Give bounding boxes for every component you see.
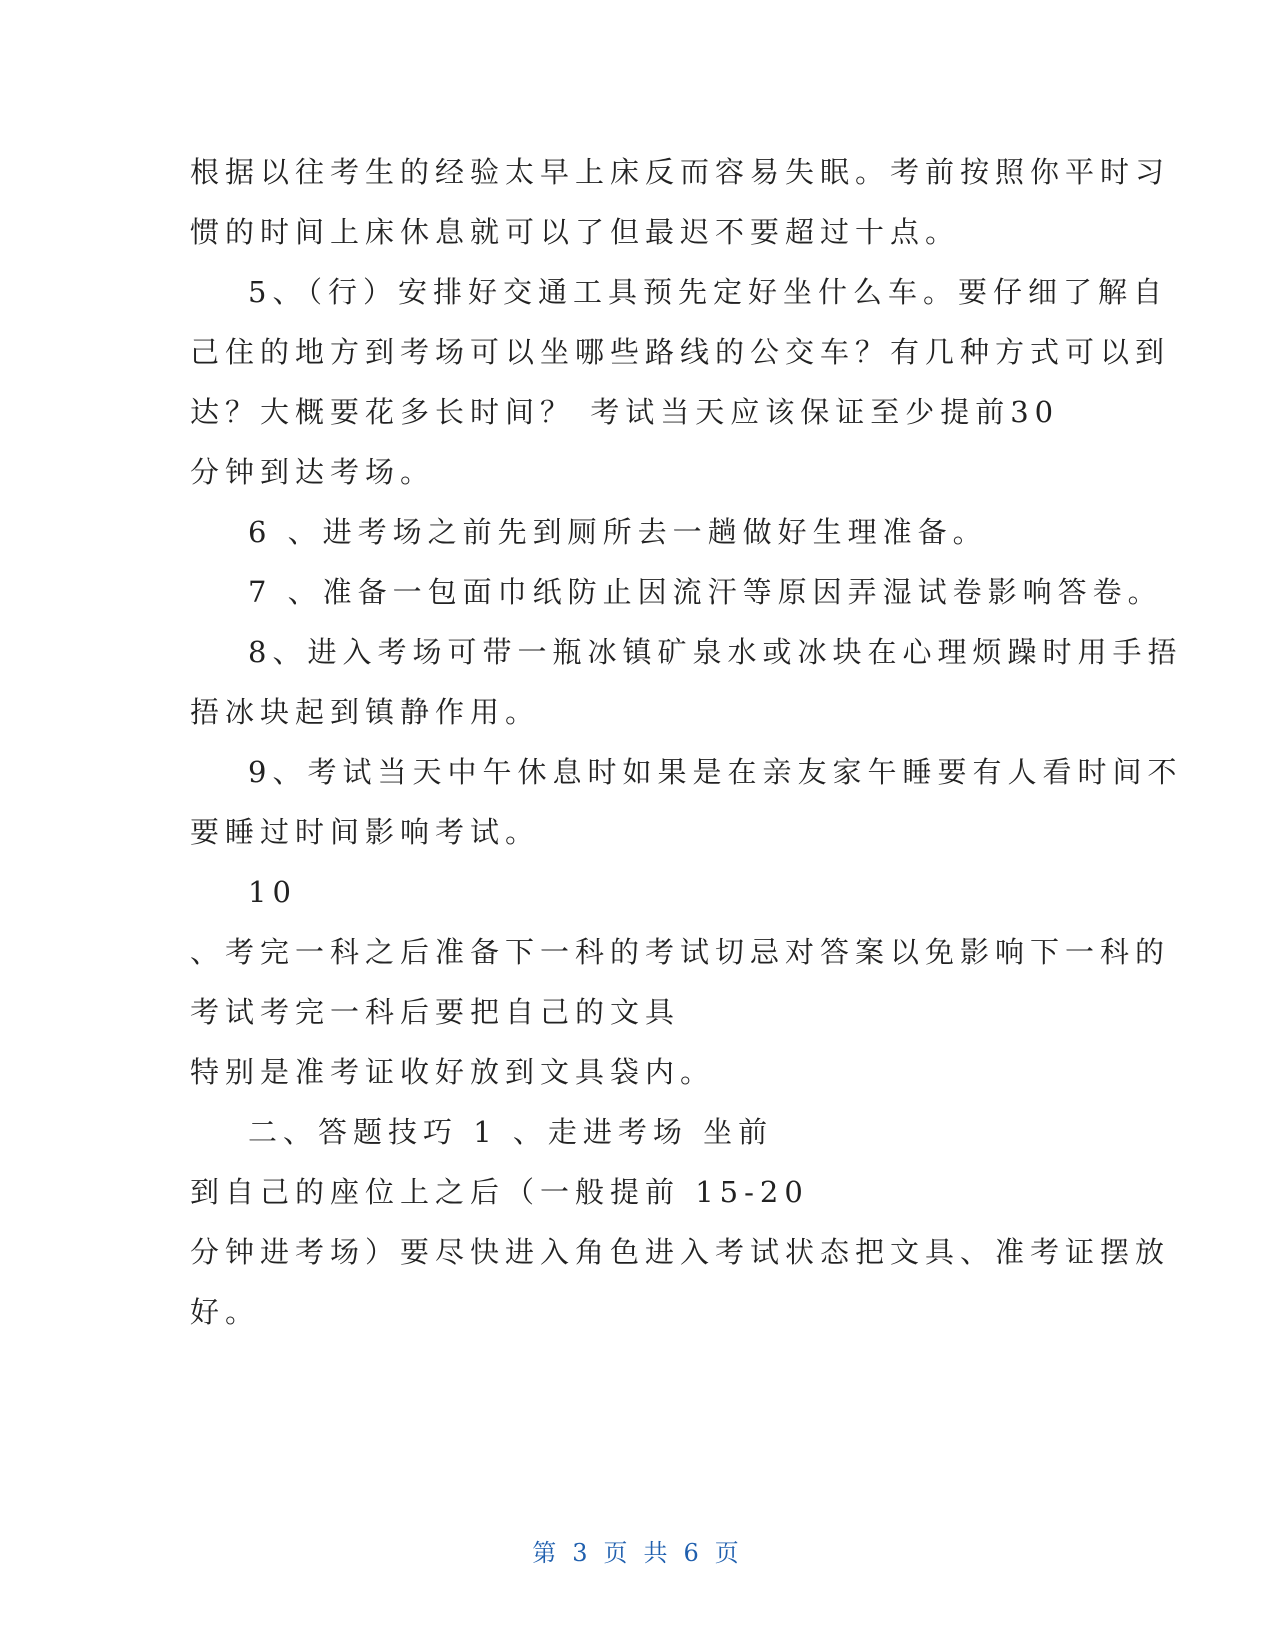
current-page-number: 3 [572, 1539, 592, 1567]
page-label-prefix: 第 [532, 1539, 561, 1567]
text-line: 特别是准考证收好放到文具袋内。 [190, 1055, 716, 1089]
text-line: 好。 [190, 1295, 261, 1329]
text-line: 6 、进考场之前先到厕所去一趟做好生理准备。 [248, 515, 988, 549]
text-line: 达？大概要花多长时间？ 考试当天应该保证至少提前30 [190, 395, 1060, 429]
page-label-mid: 页 [603, 1539, 632, 1567]
page-footer [0, 1538, 1275, 1568]
text-line: 要睡过时间影响考试。 [190, 815, 541, 849]
document-body [190, 142, 1183, 1342]
text-line: 分钟到达考场。 [190, 455, 436, 489]
text-line: 分钟进考场）要尽快进入角色进入考试状态把文具、准考证摆放 [190, 1235, 1171, 1269]
text-line: 己住的地方到考场可以坐哪些路线的公交车？有几种方式可以到 [190, 335, 1171, 369]
total-pages-number: 6 [683, 1539, 703, 1567]
text-line: 根据以往考生的经验太早上床反而容易失眠。考前按照你平时习 [190, 155, 1171, 189]
text-line: 5、（行）安排好交通工具预先定好坐什么车。要仔细了解自 [248, 275, 1168, 309]
text-line: 二、答题技巧 1 、走进考场 坐前 [248, 1115, 774, 1149]
total-label: 共 [643, 1539, 672, 1567]
text-line: 8、进入考场可带一瓶冰镇矿泉水或冰块在心理烦躁时用手捂 [248, 635, 1183, 669]
text-line: 9、考试当天中午休息时如果是在亲友家午睡要有人看时间不 [248, 755, 1183, 789]
text-line: 到自己的座位上之后（一般提前 15-20 [190, 1175, 809, 1209]
text-line: 、考完一科之后准备下一科的考试切忌对答案以免影响下一科的 [190, 935, 1171, 969]
text-line: 7 、准备一包面巾纸防止因流汗等原因弄湿试卷影响答卷。 [248, 575, 1163, 609]
text-line: 10 [248, 875, 297, 909]
text-line: 惯的时间上床休息就可以了但最迟不要超过十点。 [190, 215, 961, 249]
text-line: 考试考完一科后要把自己的文具 [190, 995, 681, 1029]
text-line: 捂冰块起到镇静作用。 [190, 695, 541, 729]
page-label-suffix: 页 [714, 1539, 743, 1567]
